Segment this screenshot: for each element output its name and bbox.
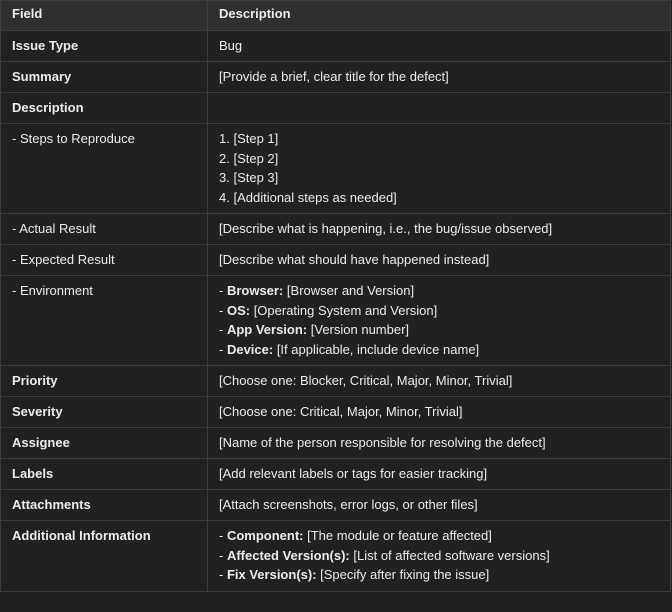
- desc-expected-result: [Describe what should have happened instead]: [208, 245, 671, 276]
- row-actual-result: [1, 214, 671, 245]
- desc-priority: [Choose one: Blocker, Critical, Major, Minor, Trivial]: [208, 366, 671, 397]
- field-actual-result: - Actual Result: [1, 214, 208, 245]
- desc-assignee: [Name of the person responsible for resolving the defect]: [208, 428, 671, 459]
- row-summary: [1, 62, 671, 93]
- field-additional-information: Additional Information: [1, 521, 208, 592]
- field-description: Description: [1, 93, 208, 124]
- desc-issue-type: Bug: [208, 31, 671, 62]
- additional-component: - Component: [The module or feature affected]: [219, 528, 492, 543]
- additional-fix-versions: - Fix Version(s): [Specify after fixing the issue]: [219, 567, 490, 582]
- row-description: [1, 93, 671, 124]
- desc-additional-information: [208, 521, 671, 592]
- env-app-version: - App Version: [Version number]: [219, 322, 410, 337]
- step-line: 4. [Additional steps as needed]: [219, 189, 397, 205]
- field-severity: Severity: [1, 397, 208, 428]
- desc-attachments: [Attach screenshots, error logs, or other files]: [208, 490, 671, 521]
- header-description: Description: [208, 1, 671, 31]
- desc-labels: [Add relevant labels or tags for easier tracking]: [208, 459, 671, 490]
- field-priority: Priority: [1, 366, 208, 397]
- row-environment: [1, 276, 671, 366]
- field-assignee: Assignee: [1, 428, 208, 459]
- step-line: 2. [Step 2]: [219, 150, 279, 166]
- row-priority: [1, 366, 671, 397]
- desc-steps: [208, 124, 671, 214]
- header-field: Field: [1, 1, 208, 31]
- env-browser: - Browser: [Browser and Version]: [219, 283, 415, 298]
- row-additional-information: [1, 521, 671, 592]
- desc-severity: [Choose one: Critical, Major, Minor, Trivial]: [208, 397, 671, 428]
- desc-description: [208, 93, 671, 124]
- row-steps: [1, 124, 671, 214]
- header-row: [1, 1, 671, 31]
- field-steps: - Steps to Reproduce: [1, 124, 208, 214]
- field-attachments: Attachments: [1, 490, 208, 521]
- row-issue-type: [1, 31, 671, 62]
- row-severity: [1, 397, 671, 428]
- row-attachments: [1, 490, 671, 521]
- row-assignee: [1, 428, 671, 459]
- additional-affected-versions: - Affected Version(s): [List of affected software versions]: [219, 547, 550, 563]
- row-expected-result: [1, 245, 671, 276]
- env-device: - Device: [If applicable, include device name]: [219, 341, 480, 357]
- step-line: 1. [Step 1]: [219, 131, 279, 146]
- desc-summary: [Provide a brief, clear title for the defect]: [208, 62, 671, 93]
- field-summary: Summary: [1, 62, 208, 93]
- row-labels: [1, 459, 671, 490]
- field-issue-type: Issue Type: [1, 31, 208, 62]
- field-labels: Labels: [1, 459, 208, 490]
- field-expected-result: - Expected Result: [1, 245, 208, 276]
- step-line: 3. [Step 3]: [219, 170, 279, 185]
- env-os: - OS: [Operating System and Version]: [219, 302, 438, 318]
- desc-actual-result: [Describe what is happening, i.e., the bug/issue observed]: [208, 214, 671, 245]
- desc-environment: [208, 276, 671, 366]
- field-environment: - Environment: [1, 276, 208, 366]
